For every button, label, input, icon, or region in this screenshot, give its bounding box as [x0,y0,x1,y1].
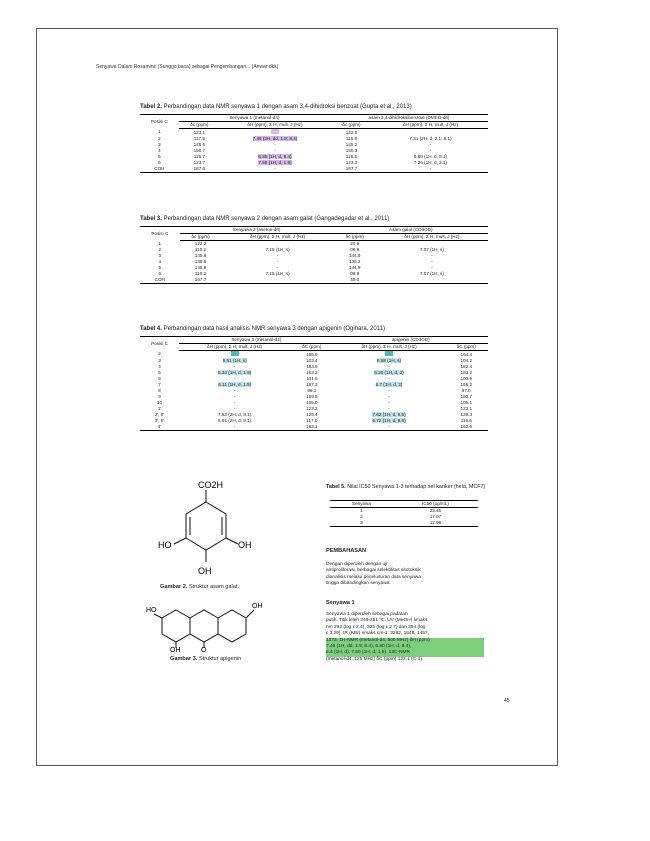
table-cell: 123.7 [193,160,206,165]
table-cell [373,129,488,137]
table-cell: 17.97 [429,514,442,519]
text-line: ε 3.29). IR (KBr) νmaks cm-1: 3292, 1648, 1457, [326,631,429,637]
table-cell: 23.45 [429,508,442,513]
table-cell [220,129,330,137]
table-row [140,424,488,431]
highlighted-text: 6.72 (1H, d, 8.6) [372,418,406,423]
table-cell: COH [140,166,179,173]
table-cell: 123.1 [460,406,473,411]
table-cell: 116.6 [460,418,472,423]
table-cell: 167.7 [330,166,373,173]
table-cell: 163.1 [290,424,333,431]
text-line: nm 292 (log ε 2.4), 325 (log ε 2.7) dan 354 (log [326,624,426,630]
hydroxyl-label: HO [158,540,172,550]
table2-group1-header: Senyawa 1 (metanol-d4) [179,115,330,122]
table-cell: 160.7 [460,394,473,399]
table-cell: - [233,364,236,369]
table-cell: 2 [360,514,363,519]
table-cell: 3', 5' [154,418,165,423]
table-cell: 7.15 (1H, s) [265,271,290,276]
highlight-mark [231,351,239,356]
figure2-caption-text: Struktur asam galat. [188,584,239,590]
table-cell: 2 [158,351,161,357]
table-cell: 163.2 [460,370,473,375]
text-line: dianalisis melalui penelusuran data senyawa [326,574,421,580]
table5-caption-text: Nilai IC50 Senyawa 1-3 terhadap sel kanker (hela, MCF7) [347,484,486,490]
table5 [330,500,478,527]
table2 [140,114,488,173]
hydroxyl-label: OH [252,603,263,610]
table-cell: 117.5 [193,136,205,141]
table-cell: - [276,259,279,264]
table-cell: - [233,388,236,393]
table-cell: 163.2 [306,370,318,375]
table-cell: 183.5 [306,364,318,369]
hydroxyl-label: OH [238,540,252,550]
table2-col-header: δc (ppm) [179,122,220,129]
text-line: 6.4 (1H, d), 7.50 (1H, d, 1.9). 13C-NMR [326,650,484,656]
table-cell: 115.7 [193,154,205,159]
table3-caption [140,216,389,222]
table-cell: 115.9 [345,136,358,141]
table-row [140,166,488,173]
table-cell: 103.4 [306,358,318,363]
table-cell: 1 [360,508,363,513]
table-cell: 145.9 [194,265,207,270]
table-cell: - [388,364,390,369]
table-row [140,129,488,137]
table-cell: - [233,394,236,399]
table-cell: 144.9 [348,253,361,258]
gallic-acid-structure [156,480,256,580]
table-cell: 12.96 [393,520,478,527]
apigenin-structure [146,596,270,652]
table-cell: - [220,166,330,173]
highlighted-text: 6.11 (1H, d, 1.9) [218,382,252,387]
table-cell: 129.3 [460,412,473,417]
table-cell: 122.0 [345,129,358,135]
table-cell: 1 [158,240,162,246]
table-cell: 4 [158,148,161,153]
table-cell: - [429,148,432,153]
discussion-intro [326,562,484,588]
table-cell: 8 [158,388,161,393]
hydroxyl-label: OH [198,566,212,576]
highlight-mark [385,351,393,356]
table-row [140,277,488,284]
highlighted-text: 6.34 (1H, d, 1.9) [218,370,252,375]
table-cell: 6 [158,160,161,165]
table-cell [376,277,488,284]
table3 [140,226,488,284]
text-line: 7.46 (1H, dd, 1.9; 8.4), 6.80 (1H, d, 8.4), [326,644,484,650]
table-cell: 08.9 [350,247,360,252]
table-cell: 164.4 [460,351,473,357]
table-cell: 08.9 [350,271,360,276]
carboxyl-label: CO2H [198,480,224,490]
figure3-caption [170,656,241,662]
text-line: Dengan diperoleh dengan uji [326,562,388,567]
table-cell: 115.5 [345,154,358,159]
table-cell: COH [140,277,180,284]
table4-caption-label: Tabel 4. [140,326,162,332]
figure3-caption-label: Gambar 3. [170,656,198,662]
table3-group2-header: Asam galat (CD3OD) [334,227,488,234]
text-line: (metanol-d4, 125 MHz) δC (ppm) 123.1 (C-1). [326,656,424,662]
hydroxyl-label: HO [146,607,157,614]
ring-a [162,610,190,642]
table-cell: 2 [158,136,161,141]
table5-col-header: IC50 (μg/mL) [393,501,478,508]
table4-col-header: δH (ppm), Σ H, mult, J (Hz) [179,344,290,351]
table-cell: 7.83 (2H, d, 9.1) [218,412,252,417]
table-cell: 7.26 (1H, d, 2.1) [413,160,448,165]
table-cell: 4 [158,259,162,264]
table-cell: - [429,142,432,147]
table-cell: 123.1 [193,129,206,135]
table3-col-header: δH (ppm), Σ H, mult, J (Hz) [222,234,334,241]
table-cell: - [274,148,276,153]
table-cell: - [334,424,445,431]
table-cell: 110.2 [194,271,207,276]
table-cell: 150.7 [193,148,206,153]
table-cell: - [431,265,433,270]
table-cell: 2', 6' [154,412,165,417]
table-cell [179,351,290,359]
table3-group1-header: Senyawa 2 (aseton-d6) [180,227,334,234]
table4-col-header: δC (ppm) [445,344,488,351]
table4-group1-header: Senyawa 3 (metanol-d4) [179,337,333,344]
table-cell: 123.2 [306,406,318,411]
table-cell: 104.2 [460,358,473,363]
page-number: 45 [504,698,510,704]
table-cell: 117.0 [306,418,318,423]
highlighted-text: 6.80 (1H, d, 8.4) [258,154,292,159]
text-line: tingga dibandingkan senyawa. [326,581,391,587]
running-header: Senyawa Dalam Rosamine (Sunggo baca) sebagai Pengembangan... (Anwar dkk) [96,64,279,70]
table2-col-header: δc (ppm) [330,122,373,129]
table-cell: 123.3 [345,160,358,165]
table-cell: 4 [158,364,161,369]
table-cell: 6.91 (2H, d, 9.1) [218,418,252,423]
table-cell: 97.0 [461,388,471,393]
table-cell: 150.3 [345,148,358,153]
table-cell: 5 [158,370,161,375]
highlighted-text: 6.7 (1H, d, 2) [375,382,403,387]
table3-caption-text: Perbandingan data NMR senyawa 2 dengan asam galat (Gangadegadar et al., 2011) [163,216,390,222]
highlighted-text: 6.58 (1H, s) [377,358,402,363]
table-cell: 162.6 [445,424,488,431]
table3-col-header: δc (ppm) [334,234,376,241]
table-cell: 6 [158,271,162,276]
table-cell: 105.0 [306,400,318,405]
section-heading: PEMBAHASAN [326,548,367,554]
table-cell: 3 [158,253,162,258]
table-cell: 145.2 [345,142,358,147]
table4-col-header: δC (ppm) [290,344,333,351]
text-line: 1373. 1H-NMR (metanol-d4, 500 MHz) δH (ppm) [326,638,484,644]
table-cell: 105.1 [460,400,473,405]
table-cell: 122.2 [194,241,207,246]
table-cell: 3 [158,358,161,363]
ketone-label: O [201,647,207,652]
table-cell: - [388,388,390,393]
table5-caption [326,484,496,491]
table-cell: 5 [158,154,161,159]
table3-caption-label: Tabel 3. [140,216,162,222]
table-cell: 96.1 [307,388,317,393]
highlighted-text: 6.51 (1H, s) [222,358,247,363]
figure2-caption-label: Gambar 2. [160,584,188,590]
table-cell [334,351,445,359]
table4 [140,336,488,431]
highlighted-text: 7.46 (2H, dd, 1.9; 8.4) [252,136,298,141]
table-cell: 138.6 [194,259,207,264]
table-cell: 1' [157,406,162,411]
table2-group2-header: asam 3,4-dihidroksibenzoat (DMSO-d6) [330,115,488,122]
highlighted-text: 7.62 (1H, d, 8.5) [372,412,406,417]
table-cell: 6 [158,376,161,381]
table2-col-header: δH (ppm), Σ H, mult, J (Hz) [373,122,488,129]
table-cell: 129.4 [306,412,318,417]
table-cell: 6.80 (1H, d, 8.1) [413,154,448,159]
figure3-caption-text: Struktur apigenin [198,656,242,662]
highlighted-text: 6.30 (1H, d, 2) [374,370,404,375]
table-cell: 145.6 [193,142,206,147]
table-cell: - [388,400,390,405]
table-cell: 138.2 [348,259,361,264]
table2-caption [140,104,412,110]
text-line: Senyawa 1 diperoleh sebagai padatan [326,612,408,617]
discussion-body [326,612,484,663]
table-cell: - [388,394,390,399]
table-cell: 165.2 [460,382,473,387]
table-cell: - [274,142,276,147]
table-cell: 5 [158,265,162,270]
table2-pos-header: Posisi C [140,115,179,129]
table-cell: 3 [330,520,393,527]
table-cell: 182.4 [460,364,473,369]
benzene-ring [186,502,226,550]
table3-pos-header: Posisi C [140,227,180,241]
table-cell: 10 [157,400,163,405]
table-cell: 167.6 [179,166,220,173]
table-cell: 144.9 [348,265,361,270]
table-cell: - [431,253,433,258]
bond [154,614,162,618]
table4-caption [140,326,385,332]
text-line: putih. Titik leleh 249-251 ºC. UV (MeOH) λmaks [326,618,428,624]
table3-col-header: δH (ppm), Σ H, mult, J (Hz) [376,234,488,241]
table3-col-header: δc (ppm) [180,234,222,241]
table-cell: 7.31 (2H, d, 2.1; 8.1) [409,136,452,141]
bond [226,538,238,544]
table4-pos-header: Posisi C [140,337,179,351]
table-cell: - [233,406,236,411]
figure2-caption [160,584,239,590]
table-cell: 159.8 [306,394,318,399]
table4-caption-text: Perbandingan data hasil analisis NMR senyawa 3 dengan apigenin (Ogihara, 2011) [163,326,385,332]
ring-b [218,610,246,642]
table-cell: 4' [140,424,179,431]
table-cell: - [388,406,390,411]
table-cell: 167.7 [180,277,222,284]
subsection-heading: Senyawa 1 [326,600,355,606]
table-cell: - [276,253,279,258]
table-cell: 100.9 [460,376,473,381]
table-cell: - [388,376,390,381]
table-cell: 110.2 [194,247,207,252]
table-cell [222,277,334,284]
table-cell: 145.9 [194,253,207,258]
table5-col-header: Senyawa [330,501,393,508]
table-cell: 7.07 (1H, s) [419,271,444,276]
bond [174,538,186,544]
table-cell: 101.5 [306,376,318,381]
table-cell: 2 [158,247,162,252]
table-cell: 7.07 (1H, s) [419,247,444,252]
table-cell: 167.3 [306,382,318,387]
table-cell: 49.0 [334,277,376,284]
table-cell: - [233,376,236,381]
text-line: antiproliferasi, berbagai selektifitas sitotoksik [326,568,421,574]
highlight-mark [271,129,279,134]
table-cell: - [431,259,433,264]
table2-col-header: δH (ppm), Σ H, mult, J (Hz) [220,122,330,129]
table2-caption-text: Perbandingan data NMR senyawa 1 dengan asam 3,4-dihidroksi benzoat (Gupta et al., 2013) [163,104,412,110]
table-cell: 165.9 [306,351,318,357]
hydroxyl-label: OH [170,647,181,652]
table-cell: 7.15 (1H, s) [265,247,290,252]
table-cell: 7 [158,382,161,387]
table-cell: - [179,424,290,431]
ring-c [190,610,218,642]
table-cell: 1 [158,129,161,135]
highlighted-text: 7.50 (1H, d, 1.9) [258,160,292,165]
table-row [330,520,478,527]
table2-caption-label: Tabel 2. [140,104,162,110]
table5-caption-label: Tabel 5. [326,484,346,490]
bond [246,610,254,618]
table-cell: - [233,400,236,405]
table-cell: 3 [158,142,161,147]
table-cell: - [276,265,279,270]
table-cell: 20.6 [350,241,360,246]
table4-col-header: δH (ppm), Σ H, mult, J (Hz) [334,344,445,351]
table-cell: - [373,166,488,173]
table4-group2-header: apigenin (CD3OD) [334,337,488,344]
table-row [140,351,488,359]
table-cell: 9 [158,394,161,399]
